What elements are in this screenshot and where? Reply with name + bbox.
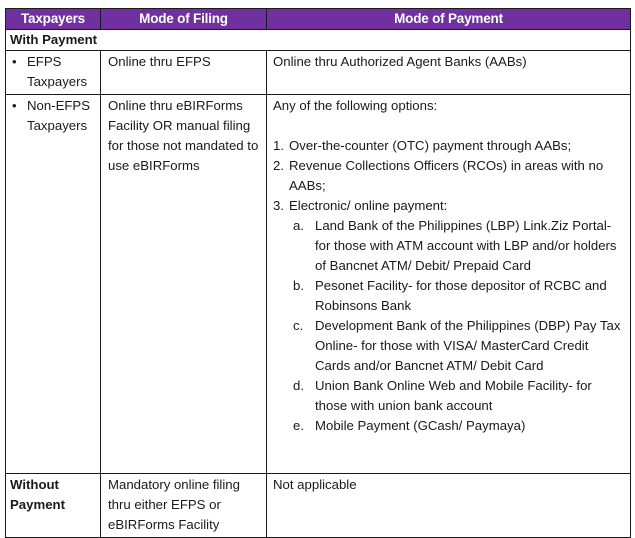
list-text: Land Bank of the Philippines (LBP) Link.Ziz Portal- for those with ATM account with LBP and/or holders of Bancnet ATM/ Debit/ Prepaid Card: [315, 218, 617, 273]
list-text: Over-the-counter (OTC) payment through AABs;: [289, 138, 572, 153]
table-row-without-payment: [6, 474, 631, 538]
filing-cell: Mandatory online filing thru either EFPS or eBIRForms Facility: [101, 474, 267, 538]
filing-cell: Online thru EFPS: [101, 51, 267, 95]
taxpayer-label: EFPS Taxpayers: [27, 54, 88, 89]
taxpayer-cell: Without Payment: [6, 474, 101, 538]
list-letter: c.: [293, 318, 304, 333]
payment-intro: Any of the following options:: [273, 98, 438, 113]
section-label: With Payment: [6, 30, 631, 51]
list-letter: b.: [293, 278, 304, 293]
payment-cell: Not applicable: [267, 474, 631, 538]
list-item: [273, 216, 624, 276]
list-item: [273, 156, 624, 196]
tax-filing-payment-table: [5, 8, 631, 538]
list-number: 3.: [273, 198, 284, 213]
list-number: 1.: [273, 138, 284, 153]
list-text: Pesonet Facility- for those depositor of RCBC and Robinsons Bank: [315, 278, 607, 313]
list-item: [273, 136, 624, 156]
list-item: [273, 196, 624, 216]
list-item: [273, 276, 624, 316]
list-text: Electronic/ online payment:: [289, 198, 448, 213]
section-row-with-payment: [6, 30, 631, 51]
taxpayer-cell: [6, 95, 101, 474]
list-text: Development Bank of the Philippines (DBP) Pay Tax Online- for those with VISA/ MasterCard Credit Cards and/or Bancnet ATM/ Debit Card: [315, 318, 621, 373]
list-item: [273, 376, 624, 416]
list-text: Mobile Payment (GCash/ Paymaya): [315, 418, 526, 433]
filing-cell: Online thru eBIRForms Facility OR manual filing for those not mandated to use eBIRForms: [101, 95, 267, 474]
list-item: [273, 316, 624, 376]
taxpayer-label: Non-EFPS Taxpayers: [27, 98, 91, 133]
header-mode-of-payment: Mode of Payment: [267, 9, 631, 30]
electronic-options-list: [273, 216, 624, 436]
bullet-icon: •: [12, 54, 17, 69]
bullet-icon: •: [12, 98, 17, 113]
list-letter: d.: [293, 378, 304, 393]
table-row-non-efps: [6, 95, 631, 474]
payment-cell: [267, 95, 631, 474]
table-row-efps: [6, 51, 631, 95]
list-text: Revenue Collections Officers (RCOs) in areas with no AABs;: [289, 158, 604, 193]
list-item: [273, 416, 624, 436]
list-text: Union Bank Online Web and Mobile Facility- for those with union bank account: [315, 378, 592, 413]
list-letter: a.: [293, 218, 304, 233]
header-taxpayers: Taxpayers: [6, 9, 101, 30]
header-mode-of-filing: Mode of Filing: [101, 9, 267, 30]
taxpayer-cell: [6, 51, 101, 95]
table-header-row: [6, 9, 631, 30]
list-number: 2.: [273, 158, 284, 173]
list-letter: e.: [293, 418, 304, 433]
payment-cell: Online thru Authorized Agent Banks (AABs): [267, 51, 631, 95]
payment-options-list: [273, 136, 624, 216]
